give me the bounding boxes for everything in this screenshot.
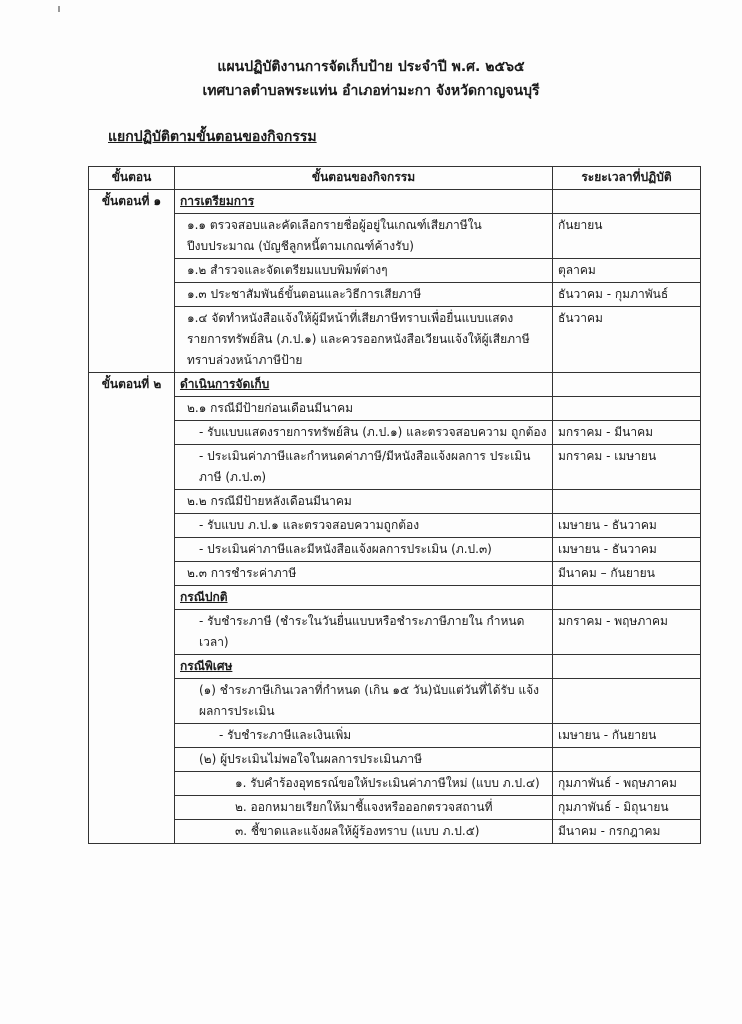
activity-cell: - ประเมินค่าภาษีและกำหนดค่าภาษี/มีหนังสือแจ้งผลการ ประเมินภาษี (ภ.ป.๓) [175, 445, 553, 490]
period-cell: มกราคม - พฤษภาคม [553, 610, 701, 655]
step-cell [89, 445, 175, 490]
period-cell: ธันวาคม - กุมภาพันธ์ [553, 283, 701, 307]
table-row [89, 538, 701, 562]
step-cell [89, 586, 175, 610]
table-row [89, 445, 701, 490]
step-cell [89, 796, 175, 820]
activity-cell: (๒) ผู้ประเมินไม่พอใจในผลการประเมินภาษี [175, 748, 553, 772]
activity-cell: ๒. ออกหมายเรียกให้มาชี้แจงหรือออกตรวจสถานที่ [175, 796, 553, 820]
table-row [89, 679, 701, 724]
activity-cell: - รับชำระภาษีและเงินเพิ่ม [175, 724, 553, 748]
activity-section-cell [175, 586, 553, 610]
table-row [89, 562, 701, 586]
table-row [89, 283, 701, 307]
period-cell [553, 373, 701, 397]
activity-cell: ๑.๒ สำรวจและจัดเตรียมแบบพิมพ์ต่างๆ [175, 259, 553, 283]
period-cell [553, 655, 701, 679]
step-cell [89, 514, 175, 538]
period-cell [553, 586, 701, 610]
table-header-row [89, 167, 701, 190]
table-row [89, 421, 701, 445]
table-row [89, 655, 701, 679]
activity-section-cell [175, 190, 553, 214]
activity-cell: ๑.๓ ประชาสัมพันธ์ขั้นตอนและวิธีการเสียภาษี [175, 283, 553, 307]
period-cell: ตุลาคม [553, 259, 701, 283]
period-cell [553, 748, 701, 772]
table-row [89, 772, 701, 796]
step-cell [89, 397, 175, 421]
scan-mark [58, 6, 60, 12]
table-row [89, 724, 701, 748]
activity-cell: - รับแบบ ภ.ป.๑ และตรวจสอบความถูกต้อง [175, 514, 553, 538]
period-cell [553, 679, 701, 724]
step-cell [89, 307, 175, 373]
table-row [89, 586, 701, 610]
period-cell: กันยายน [553, 214, 701, 259]
period-cell: เมษายน - ธันวาคม [553, 514, 701, 538]
table-body [89, 190, 701, 844]
activity-cell: - รับชำระภาษี (ชำระในวันยื่นแบบหรือชำระภาษีภายใน กำหนดเวลา) [175, 610, 553, 655]
activity-cell: ๑.๔ จัดทำหนังสือแจ้งให้ผู้มีหน้าที่เสียภาษีทราบเพื่อยื่นแบบแสดง รายการทรัพย์สิน (ภ.ป.๑) และควรออกหนังสือเวียนแจ้งให้ผู้เสียภาษี ทราบล่วงหน้าภาษีป้าย [175, 307, 553, 373]
activity-cell: ๒.๑ กรณีมีป้ายก่อนเดือนมีนาคม [175, 397, 553, 421]
step-cell [89, 214, 175, 259]
period-cell: มกราคม - เมษายน [553, 445, 701, 490]
table-row [89, 514, 701, 538]
header-activity: ขั้นตอนของกิจกรรม [175, 167, 553, 190]
step-cell [89, 748, 175, 772]
period-cell [553, 190, 701, 214]
document-title: แผนปฏิบัติงานการจัดเก็บป้าย ประจำปี พ.ศ. ๒๕๖๕ [217, 59, 525, 75]
activity-cell: ๒.๒ กรณีมีป้ายหลังเดือนมีนาคม [175, 490, 553, 514]
step-cell [89, 610, 175, 655]
period-cell: มีนาคม – กันยายน [553, 562, 701, 586]
section-heading: การเตรียมการ [180, 194, 255, 208]
table-row [89, 748, 701, 772]
period-cell: มกราคม - มีนาคม [553, 421, 701, 445]
table-row [89, 307, 701, 373]
step-cell [89, 772, 175, 796]
activity-cell: - ประเมินค่าภาษีและมีหนังสือแจ้งผลการประเมิน (ภ.ป.๓) [175, 538, 553, 562]
document-title-organization: เทศบาลตำบลพระแท่น อำเภอท่ามะกา จังหวัดกาญจนบุรี [202, 83, 540, 99]
period-cell [553, 490, 701, 514]
activity-cell: ๓. ชี้ขาดและแจ้งผลให้ผู้ร้องทราบ (แบบ ภ.ป.๕) [175, 820, 553, 844]
activity-cell: - รับแบบแสดงรายการทรัพย์สิน (ภ.ป.๑) และตรวจสอบความ ถูกต้อง [175, 421, 553, 445]
table-row [89, 373, 701, 397]
activity-cell: ๑.๑ ตรวจสอบและคัดเลือกรายชื่อผู้อยู่ในเกณฑ์เสียภาษีใน ปีงบประมาณ (บัญชีลูกหนี้ตามเกณฑ์ค้างรับ) [175, 214, 553, 259]
section-heading: ดำเนินการจัดเก็บ [180, 377, 270, 391]
table-row [89, 610, 701, 655]
period-cell: กุมภาพันธ์ - มิถุนายน [553, 796, 701, 820]
activity-section-cell [175, 655, 553, 679]
table-row [89, 490, 701, 514]
step-cell [89, 259, 175, 283]
step-cell [89, 421, 175, 445]
period-cell: มีนาคม - กรกฎาคม [553, 820, 701, 844]
period-cell: เมษายน - กันยายน [553, 724, 701, 748]
step-cell: ขั้นตอนที่ ๒ [89, 373, 175, 397]
header-step: ขั้นตอน [89, 167, 175, 190]
activity-section-cell [175, 373, 553, 397]
table-row [89, 190, 701, 214]
step-cell [89, 820, 175, 844]
table-row [89, 820, 701, 844]
section-heading: กรณีพิเศษ [180, 659, 233, 673]
step-cell [89, 538, 175, 562]
step-cell [89, 490, 175, 514]
section-heading: กรณีปกติ [180, 590, 228, 604]
section-subtitle: แยกปฏิบัติตามขั้นตอนของกิจกรรม [108, 129, 317, 145]
activity-cell: ๒.๓ การชำระค่าภาษี [175, 562, 553, 586]
table-row [89, 214, 701, 259]
period-cell: ธันวาคม [553, 307, 701, 373]
step-cell: ขั้นตอนที่ ๑ [89, 190, 175, 214]
step-cell [89, 679, 175, 724]
step-cell [89, 724, 175, 748]
step-cell [89, 562, 175, 586]
table-row [89, 796, 701, 820]
period-cell: เมษายน - ธันวาคม [553, 538, 701, 562]
header-period: ระยะเวลาที่ปฏิบัติ [553, 167, 701, 190]
activity-plan-table [88, 166, 701, 844]
table-row [89, 397, 701, 421]
table-row [89, 259, 701, 283]
step-cell [89, 283, 175, 307]
step-cell [89, 655, 175, 679]
period-cell: กุมภาพันธ์ - พฤษภาคม [553, 772, 701, 796]
activity-cell: (๑) ชำระภาษีเกินเวลาที่กำหนด (เกิน ๑๕ วัน)นับแต่วันที่ได้รับ แจ้งผลการประเมิน [175, 679, 553, 724]
activity-cell: ๑. รับคำร้องอุทธรณ์ขอให้ประเมินค่าภาษีใหม่ (แบบ ภ.ป.๔) [175, 772, 553, 796]
period-cell [553, 397, 701, 421]
